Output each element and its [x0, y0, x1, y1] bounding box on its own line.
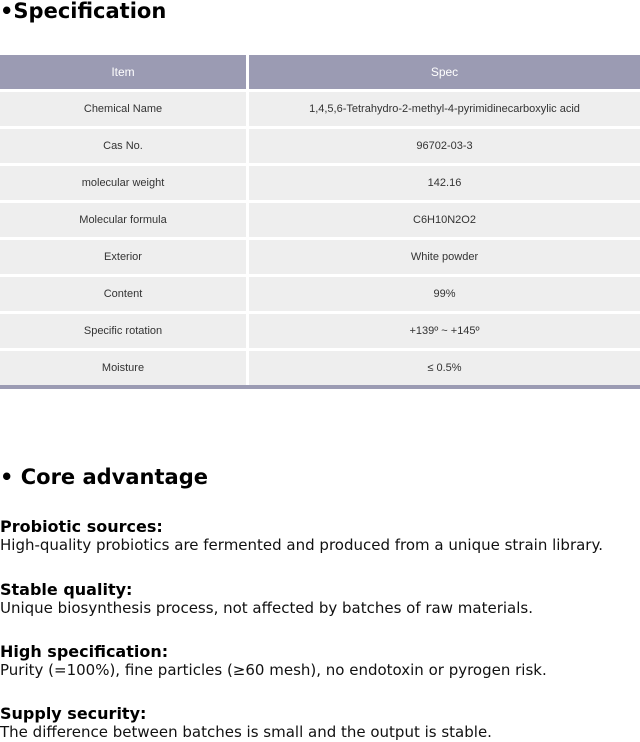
advantage-item — [0, 517, 640, 555]
advantage-description: High-quality probiotics are fermented and produced from a unique strain library. — [0, 536, 603, 554]
table-row — [0, 203, 640, 237]
item-cell: Content — [0, 277, 246, 311]
spec-cell: ≤ 0.5% — [249, 351, 640, 385]
advantage-item — [0, 580, 640, 618]
advantage-title: Stable quality: — [0, 580, 133, 599]
spec-cell: C6H10N2O2 — [249, 203, 640, 237]
advantage-item — [0, 704, 640, 742]
advantage-description: Unique biosynthesis process, not affected by batches of raw materials. — [0, 599, 533, 617]
spec-cell: 142.16 — [249, 166, 640, 200]
table-row — [0, 129, 640, 163]
spec-cell: 96702-03-3 — [249, 129, 640, 163]
spec-cell: +139º ~ +145º — [249, 314, 640, 348]
advantage-title: Supply security: — [0, 704, 147, 723]
table-header-row — [0, 55, 640, 89]
advantage-title: Probiotic sources: — [0, 517, 163, 536]
item-cell: Specific rotation — [0, 314, 246, 348]
spec-cell: 99% — [249, 277, 640, 311]
table-row — [0, 166, 640, 200]
item-cell: Chemical Name — [0, 92, 246, 126]
table-row — [0, 314, 640, 348]
item-cell: molecular weight — [0, 166, 246, 200]
spec-cell: 1,4,5,6-Tetrahydro-2-methyl-4-pyrimidinecarboxylic acid — [249, 92, 640, 126]
item-cell: Molecular formula — [0, 203, 246, 237]
table-row — [0, 351, 640, 385]
table-row — [0, 277, 640, 311]
table-bottom-border — [0, 385, 640, 389]
advantage-title: High specification: — [0, 642, 169, 661]
advantage-item — [0, 642, 640, 680]
spec-cell: White powder — [249, 240, 640, 274]
column-header-item: Item — [0, 55, 246, 89]
core-advantage-heading: • Core advantage — [0, 465, 208, 489]
table-row — [0, 240, 640, 274]
specification-table — [0, 55, 640, 389]
item-cell: Cas No. — [0, 129, 246, 163]
specification-heading: •Specification — [0, 0, 167, 23]
advantage-description: The difference between batches is small and the output is stable. — [0, 723, 492, 741]
column-header-spec: Spec — [249, 55, 640, 89]
item-cell: Moisture — [0, 351, 246, 385]
advantage-description: Purity (=100%), fine particles (≥60 mesh), no endotoxin or pyrogen risk. — [0, 661, 547, 679]
item-cell: Exterior — [0, 240, 246, 274]
table-row — [0, 92, 640, 126]
